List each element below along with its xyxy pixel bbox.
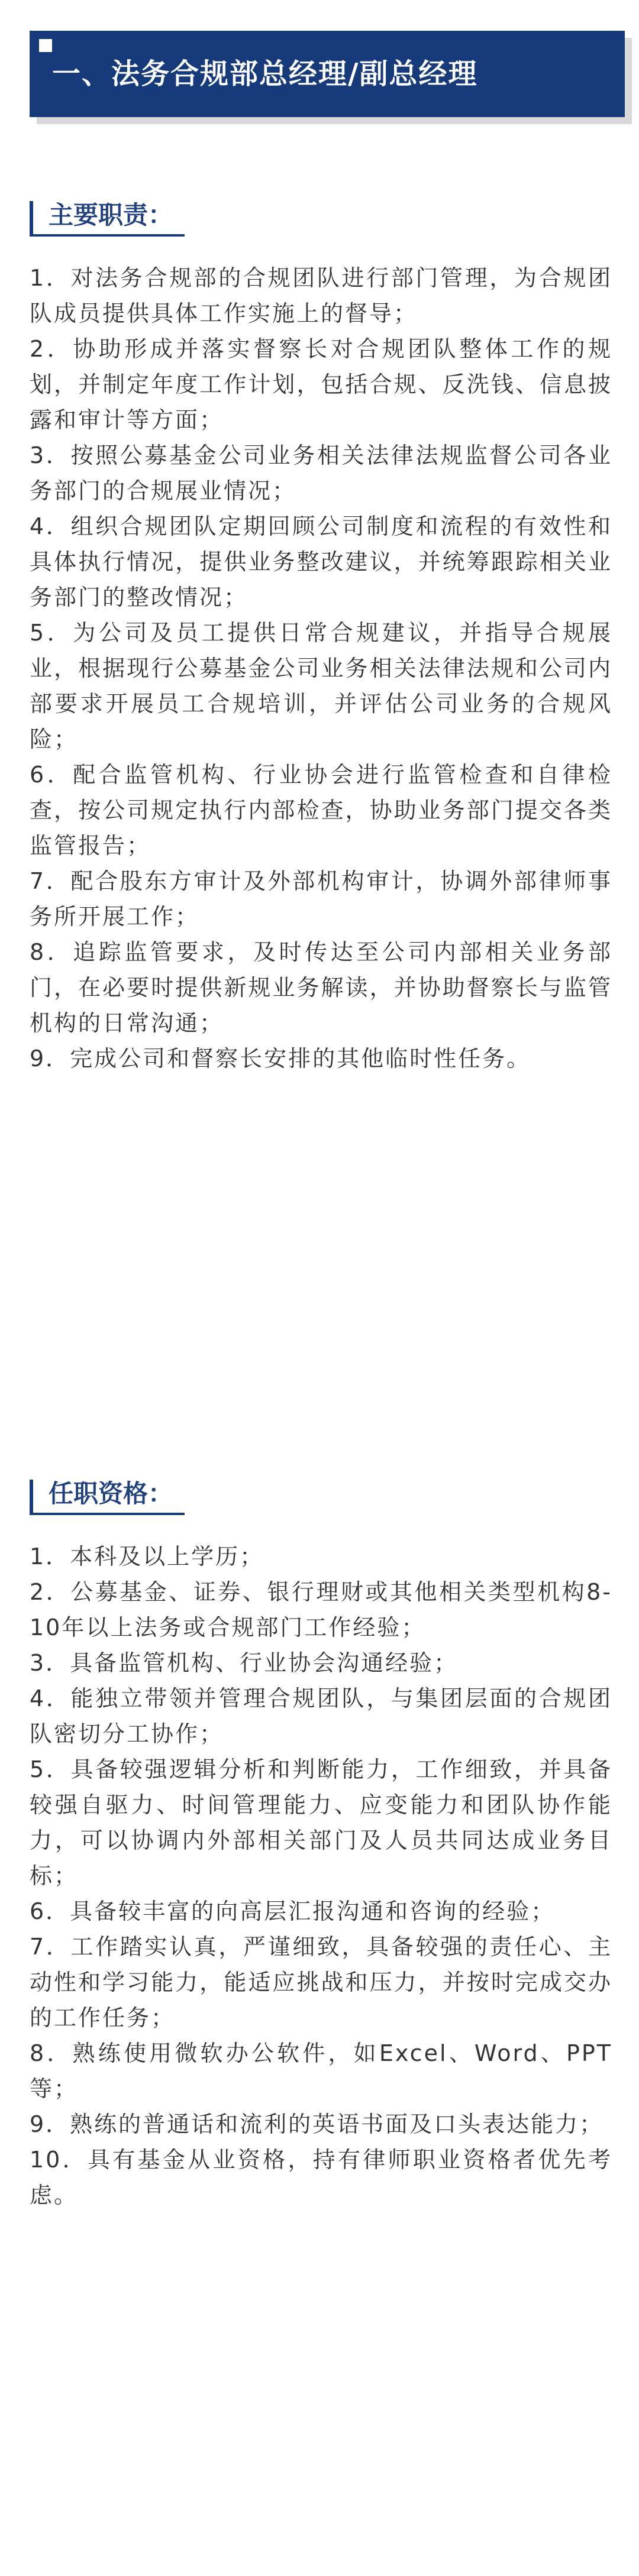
heading-underline — [30, 1513, 185, 1515]
list-item: 9．熟练的普通话和流利的英语书面及口头表达能力； — [30, 2111, 604, 2137]
corner-square-icon — [39, 39, 52, 52]
qualifications-list — [30, 1539, 612, 2213]
list-item: 2．公募基金、证券、银行理财或其他相关类型机构8-10年以上法务或合规部门工作经验； — [30, 1579, 612, 1640]
list-item: 6．配合监管机构、行业协会进行监管检查和自律检查，按公司规定执行内部检查，协助业务部门提交各类监管报告； — [30, 762, 612, 859]
section-heading-label: 任职资格： — [49, 1479, 173, 1508]
list-item: 1．本科及以上学历； — [30, 1543, 264, 1569]
list-item: 2．协助形成并落实督察长对合规团队整体工作的规划，并制定年度工作计划，包括合规、反洗钱、信息披露和审计等方面； — [30, 336, 612, 433]
list-item: 8．追踪监管要求，及时传达至公司内部相关业务部门，在必要时提供新规业务解读，并协助督察长与监管机构的日常沟通； — [30, 939, 612, 1036]
list-item: 10．具有基金从业资格，持有律师职业资格者优先考虑。 — [30, 2147, 612, 2208]
list-item: 6．具备较丰富的向高层汇报沟通和咨询的经验； — [30, 1898, 556, 1924]
list-item: 4．能独立带领并管理合规团队，与集团层面的合规团队密切分工协作； — [30, 1685, 612, 1747]
responsibilities-list — [30, 260, 612, 1076]
banner-box — [30, 31, 625, 117]
list-item: 3．具备监管机构、行业协会沟通经验； — [30, 1650, 459, 1676]
heading-underline — [30, 234, 185, 237]
list-item: 4．组织合规团队定期回顾公司制度和流程的有效性和具体执行情况，提供业务整改建议，并统筹跟踪相关业务部门的整改情况； — [30, 513, 612, 610]
list-item: 7．配合股东方审计及外部机构审计，协调外部律师事务所开展工作； — [30, 868, 612, 930]
list-item: 9．完成公司和督察长安排的其他临时性任务。 — [30, 1046, 531, 1072]
list-item: 5．为公司及员工提供日常合规建议，并指导合规展业，根据现行公募基金公司业务相关法律法规和公司内部要求开展员工合规培训，并评估公司业务的合规风险； — [30, 620, 612, 752]
heading-bar — [30, 201, 33, 234]
list-item: 5．具备较强逻辑分析和判断能力，工作细致，并具备较强自驱力、时间管理能力、应变能力和团队协作能力，可以协调内外部相关部门及人员共同达成业务目标； — [30, 1756, 612, 1889]
list-item: 7．工作踏实认真，严谨细致，具备较强的责任心、主动性和学习能力，能适应挑战和压力，并按时完成交办的工作任务； — [30, 1934, 612, 2031]
list-item: 1．对法务合规部的合规团队进行部门管理，为合规团队成员提供具体工作实施上的督导； — [30, 265, 612, 326]
page-title: 一、法务合规部总经理/副总经理 — [52, 57, 478, 90]
section-heading-label: 主要职责： — [49, 200, 173, 229]
list-item: 8．熟练使用微软办公软件，如Excel、Word、PPT等； — [30, 2040, 612, 2102]
heading-bar — [30, 1480, 33, 1513]
title-banner — [30, 31, 639, 130]
list-item: 3．按照公募基金公司业务相关法律法规监督公司各业务部门的合规展业情况； — [30, 442, 612, 504]
